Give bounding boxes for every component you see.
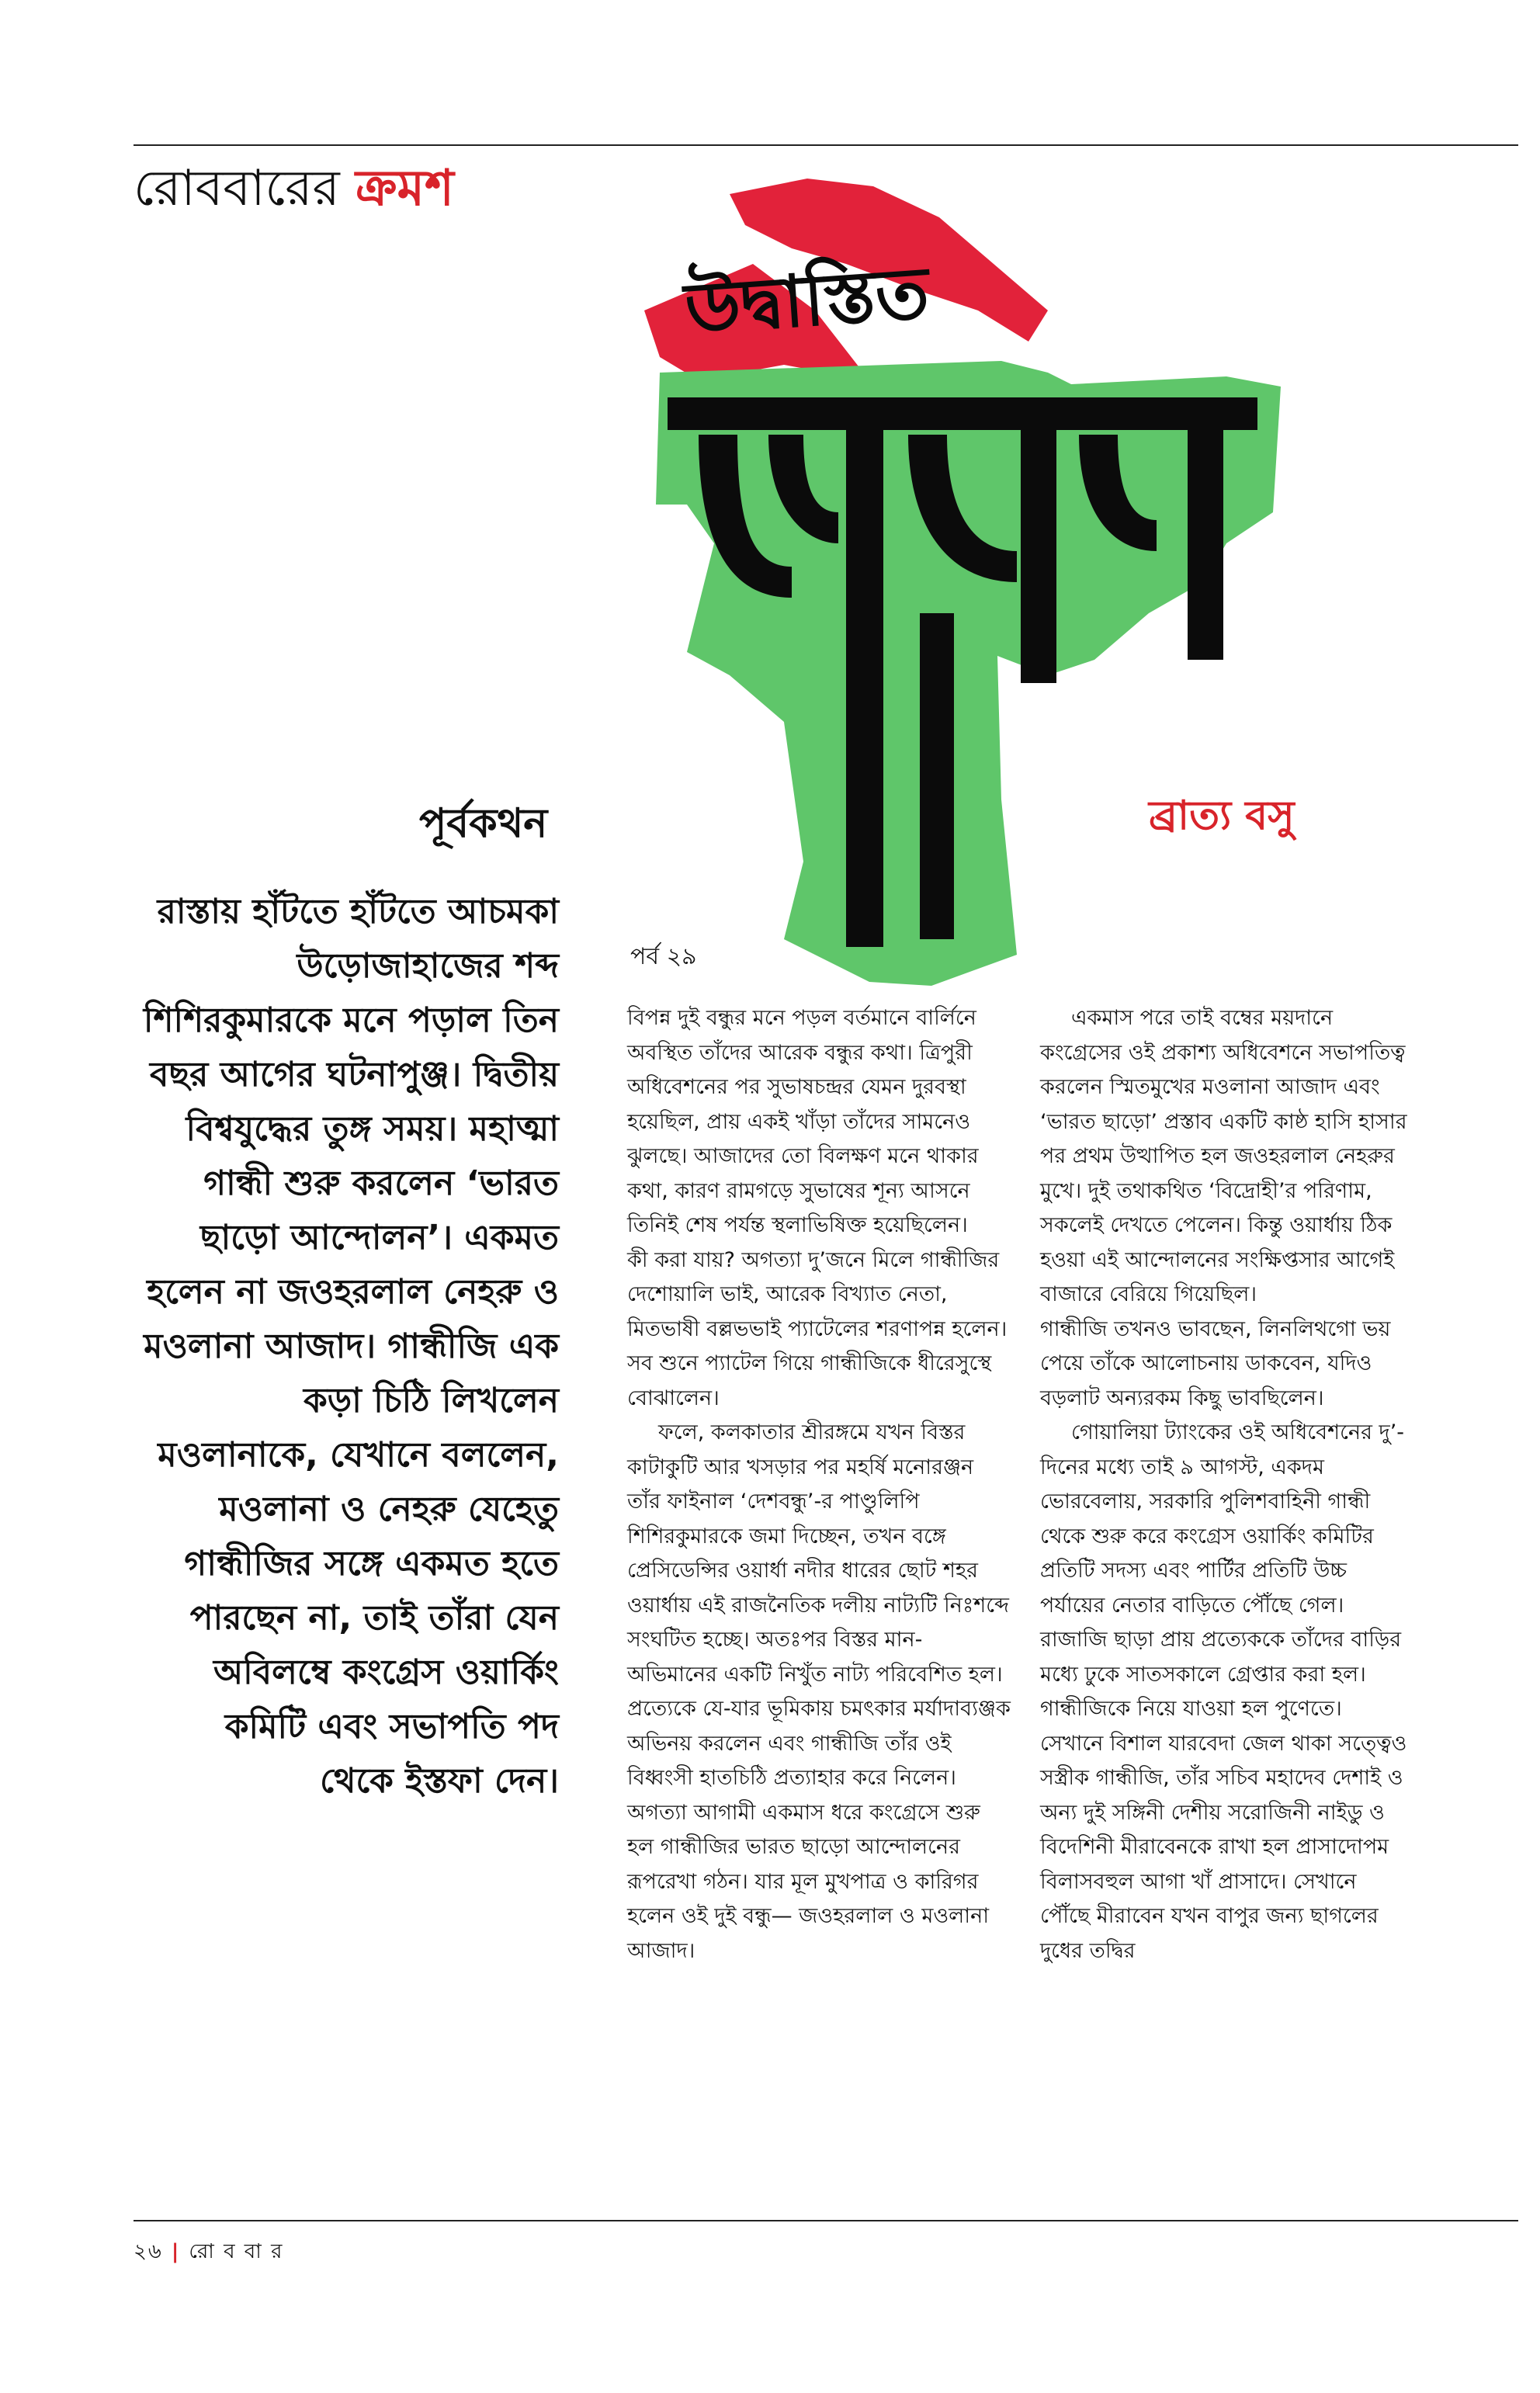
section-prefix: রোববারের [134, 160, 356, 217]
column-1-paragraph: বিপন্ন দুই বন্ধুর মনে পড়ল বর্তমানে বার্লিনে অবস্থিত তাঁদের আরেক বন্ধুর কথা। ত্রিপুরী অধিবেশনের পর সুভাষচন্দ্রর যেমন দুরবস্থা হয়েছিল, প্রায় একই খাঁড়া তাঁদের সামনেও ঝুলছে। আজাদের তো বিলক্ষণ মনে থাকার কথা, কারণ রামগড়ে সুভাষের শূন্য আসনে তিনিই শেষ পর্যন্ত স্থলাভিষিক্ত হয়েছিলেন। [627, 1006, 979, 1237]
author-name: ব্রাত্য বসু [1149, 792, 1295, 839]
title-word-main-label [946, 997, 949, 998]
page-number: ২৬ [134, 2240, 163, 2263]
column-2-paragraph: একমাস পরে তাই বম্বের ময়দানে কংগ্রেসের ওই প্রকাশ্য অধিবেশনে সভাপতিত্ব করলেন স্মিতমুখের মওলানা আজাদ এবং ‘ভারত ছাড়ো’ প্রস্তাব একটি কাষ্ঠ হাসি হাসার পর প্রথম উত্থাপিত হল জওহরলাল নেহরুর মুখে। দুই তথাকথিত ‘বিদ্রোহী’র পরিণাম, সকলেই দেখতে পেলেন। কিন্তু ওয়ার্ধায় ঠিক হওয়া এই আন্দোলনের সংক্ষিপ্তসার আগেই বাজারে বেরিয়ে গিয়েছিল। [1040, 1006, 1407, 1306]
magazine-name: রো ব বা র [189, 2240, 284, 2263]
title-word-top: উদ্বাস্তিত [682, 251, 932, 351]
section-accent: ক্রমশ [356, 160, 454, 217]
bottom-rule [134, 2220, 1518, 2221]
page-footer [134, 2235, 283, 2270]
article-column-1 [627, 1001, 1012, 1968]
episode-number: পর্ব ২৯ [630, 943, 697, 970]
intro-text: রাস্তায় হাঁটতে হাঁটতে আচমকা উড়োজাহাজের শব্দ শিশিরকুমারকে মনে পড়াল তিন বছর আগের ঘটনাপুঞ্জ। দ্বিতীয় বিশ্বযুদ্ধের তুঙ্গ সময়। মহাত্মা গান্ধী শুরু করলেন ‘ভারত ছাড়ো আন্দোলন’। একমত হলেন না জওহরলাল নেহরু ও মওলানা আজাদ। গান্ধীজি এক কড়া চিঠি লিখলেন মওলানাকে, যেখানে বললেন, মওলানা ও নেহরু যেহেতু গান্ধীজির সঙ্গে একমত হতে পারছেন না, তাই তাঁরা যেন অবিলম্বে কংগ্রেস ওয়ার্কিং কমিটি এবং সভাপতি পদ থেকে ইস্তফা দেন। [143, 892, 559, 1801]
intro-heading: পূর্বকথন [419, 800, 548, 847]
green-paper-shape [656, 361, 1281, 986]
column-1-paragraph: ফলে, কলকাতার শ্রীরঙ্গমে যখন বিস্তর কাটাকুটি আর খসড়ার পর মহর্ষি মনোরঞ্জন তাঁর ফাইনাল ‘দেশবন্ধু’-র পাণ্ডুলিপি শিশিরকুমারকে জমা দিচ্ছেন, তখন বঙ্গে প্রেসিডেন্সির ওয়ার্ধা নদীর ধারের ছোট শহর ওয়ার্ধায় এই রাজনৈতিক দলীয় নাট্যটি নিঃশব্দে সংঘটিত হচ্ছে। অতঃপর বিস্তর মান-অভিমানের একটি নিখুঁত নাট্য পরিবেশিত হল। প্রত্যেকে যে-যার ভূমিকায় চমৎকার মর্যাদাব্যঞ্জক অভিনয় করলেন এবং গান্ধীজি তাঁর ওই বিধ্বংসী হাতচিঠি প্রত্যাহার করে নিলেন। অগত্যা আগামী একমাস ধরে কংগ্রেসে শুরু হল গান্ধীজির ভারত ছাড়ো আন্দোলনের রূপরেখা গঠন। যার মূল মুখপাত্র ও কারিগর হলেন ওই দুই বন্ধু— জওহরলাল ও মওলানা আজাদ। [627, 1420, 1011, 1963]
top-rule [134, 144, 1518, 146]
column-1-paragraph: কী করা যায়? অগত্যা দু’জনে মিলে গান্ধীজির দেশোয়ালি ভাই, আরেক বিখ্যাত নেতা, মিতভাষী বল্লভভাই প্যাটেলের শরণাপন্ন হলেন। সব শুনে প্যাটেল গিয়ে গান্ধীজিকে ধীরেসুস্থে বোঝালেন। [627, 1247, 1008, 1410]
column-2-paragraph: গোয়ালিয়া ট্যাংকের ওই অধিবেশনের দু’-দিনের মধ্যে তাই ৯ আগস্ট, একদম ভোরবেলায়, সরকারি পুলিশবাহিনী গান্ধী থেকে শুরু করে কংগ্রেস ওয়ার্কিং কমিটির প্রতিটি সদস্য এবং পার্টির প্রতিটি উচ্চ পর্যায়ের নেতার বাড়িতে পৌঁছে গেল। রাজাজি ছাড়া প্রায় প্রত্যেককে তাঁদের বাড়ির মধ্যে ঢুকে সাতসকালে গ্রেপ্তার করা হল। গান্ধীজিকে নিয়ে যাওয়া হল পুণেতে। সেখানে বিশাল যারবেদা জেল থাকা সত্ত্বেও সস্ত্রীক গান্ধীজি, তাঁর সচিব মহাদেব দেশাই ও অন্য দুই সঙ্গিনী দেশীয় সরোজিনী নাইডু ও বিদেশিনী মীরাবেনকে রাখা হল প্রাসাদোপম বিলাসবহুল আগা খাঁ প্রাসাদে। সেখানে পৌঁছে মীরাবেন যখন বাপুর জন্য ছাগলের দুধের তদ্বির [1040, 1420, 1407, 1963]
article-column-2 [1040, 1001, 1410, 1968]
section-label [134, 154, 454, 224]
footer-separator: | [162, 2240, 189, 2263]
title-artwork [613, 179, 1281, 1001]
column-2-paragraph: গান্ধীজি তখনও ভাবছেন, লিনলিথগো ভয় পেয়ে তাঁকে আলোচনায় ডাকবেন, যদিও বড়লাট অন্যরকম কিছু ভাবছিলেন। [1040, 1316, 1391, 1410]
